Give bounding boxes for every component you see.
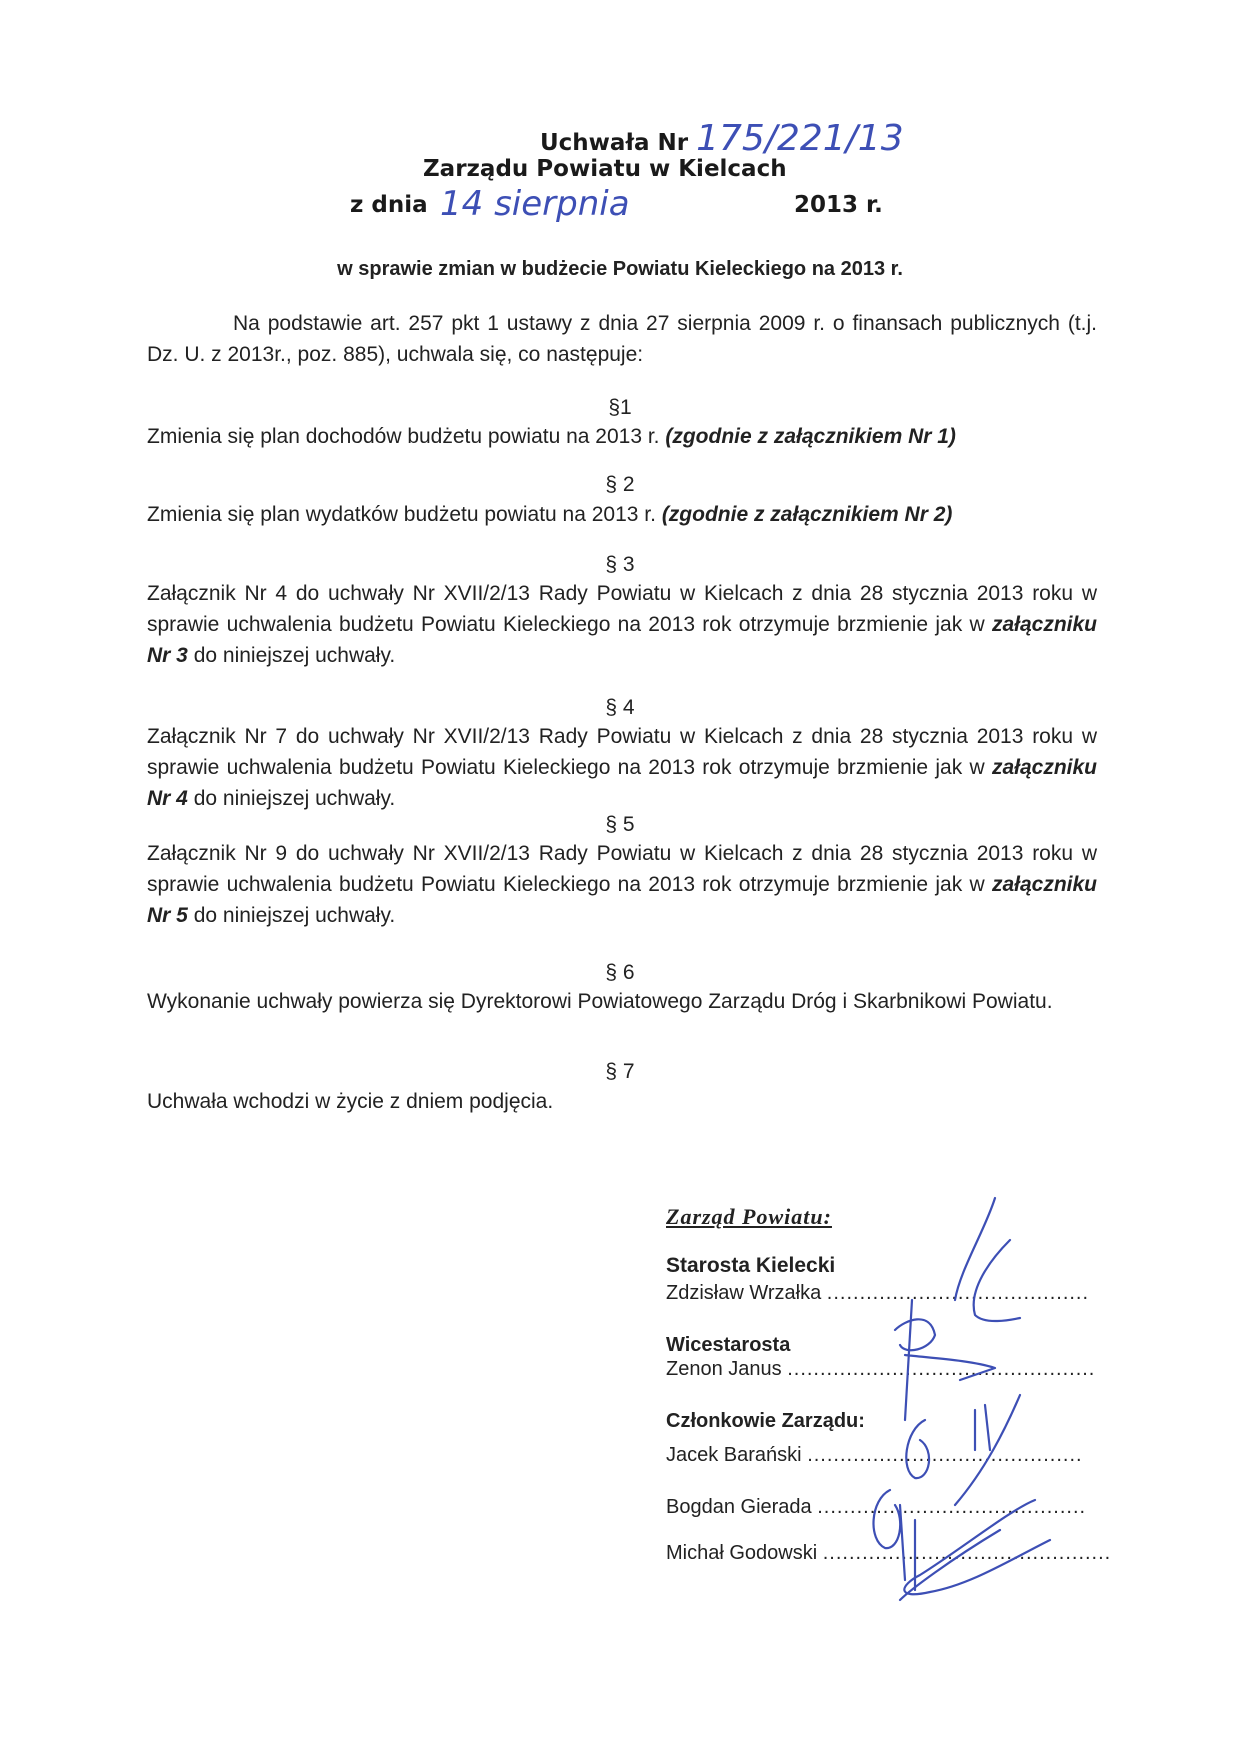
title-prefix: Uchwała Nr [540,130,689,156]
section-2-text: Zmienia się plan wydatków budżetu powiatu na 2013 r. (zgodnie z załącznikiem Nr 2) [147,503,953,526]
member3-name: Michał Godowski [666,1542,818,1564]
section-5-sign: § 5 [605,813,635,836]
member1-line [666,1444,1083,1467]
vice-line [666,1358,1095,1381]
section-3-ref: załączniku Nr 3 [147,613,1097,667]
members-title: Członkowie Zarządu: [666,1410,865,1432]
section-1-text: Zmienia się plan dochodów budżetu powiatu na 2013 r. (zgodnie z załącznikiem Nr 1) [147,425,956,448]
date-prefix: z dnia [350,192,428,218]
section-3-text: Załącznik Nr 4 do uchwały Nr XVII/2/13 Rady Powiatu w Kielcach z dnia 28 stycznia 2013 roku w sprawie uchwalenia budżetu Powiatu Kieleckiego na 2013 rok otrzymuje brzmienie jak w załączniku Nr 3 do niniejszej uchwały. [147,582,1097,667]
signature-dots: ......................................... [817,1496,1087,1518]
section-5-ref: załączniku Nr 5 [147,873,1097,927]
section-4-text: Załącznik Nr 7 do uchwały Nr XVII/2/13 Rady Powiatu w Kielcach z dnia 28 stycznia 2013 roku w sprawie uchwalenia budżetu Powiatu Kieleckiego na 2013 rok otrzymuje brzmienie jak w załączniku Nr 4 do niniejszej uchwały. [147,725,1097,810]
member1-name: Jacek Barański [666,1444,802,1466]
subject-line: w sprawie zmian w budżecie Powiatu Kieleckiego na 2013 r. [337,258,903,280]
board-label: Zarząd Powiatu: [666,1204,832,1229]
vice-name: Zenon Janus [666,1358,782,1380]
section-6-sign: § 6 [605,961,635,984]
section-2-sign: § 2 [605,473,635,496]
date-year: 2013 r. [794,192,883,218]
starosta-line [666,1282,1089,1305]
member2-line [666,1496,1086,1519]
section-7-text: Uchwała wchodzi w życie z dniem podjęcia. [147,1090,554,1113]
signature-dots: .......................................... [807,1444,1083,1466]
member3-line [666,1542,1111,1565]
signature-dots: ............................................... [787,1358,1096,1380]
preamble: Na podstawie art. 257 pkt 1 ustawy z dnia 27 sierpnia 2009 r. o finansach publicznych (t.j. Dz. U. z 2013r., poz. 885), uchwala się, co następuje: [147,312,1097,366]
section-1-sign: §1 [608,396,632,419]
section-4-ref: załączniku Nr 4 [147,756,1097,810]
signature-dots: ........................................ [826,1282,1090,1304]
section-5-text: Załącznik Nr 9 do uchwały Nr XVII/2/13 Rady Powiatu w Kielcach z dnia 28 stycznia 2013 roku w sprawie uchwalenia budżetu Powiatu Kieleckiego na 2013 rok otrzymuje brzmienie jak w załączniku Nr 5 do niniejszej uchwały. [147,842,1097,927]
board-name: Zarządu Powiatu w Kielcach [423,156,787,182]
vice-title: Wicestarosta [666,1334,791,1356]
section-2-ref: (zgodnie z załącznikiem Nr 2) [661,503,953,526]
starosta-name: Zdzisław Wrzałka [666,1282,822,1304]
section-7-sign: § 7 [605,1060,635,1083]
section-4-sign: § 4 [605,696,635,719]
section-3-sign: § 3 [605,553,635,576]
member2-name: Bogdan Gierada [666,1496,812,1518]
handwritten-number: 175/221/13 [696,118,904,159]
resolution-title [540,118,904,159]
signature-dots: ............................................ [822,1542,1112,1564]
section-6-text: Wykonanie uchwały powierza się Dyrektorowi Powiatowego Zarządu Dróg i Skarbnikowi Powiatu. [147,990,1053,1013]
starosta-title: Starosta Kielecki [666,1254,836,1277]
section-1-ref: (zgodnie z załącznikiem Nr 1) [665,425,956,448]
handwritten-date: 14 sierpnia [440,184,630,224]
